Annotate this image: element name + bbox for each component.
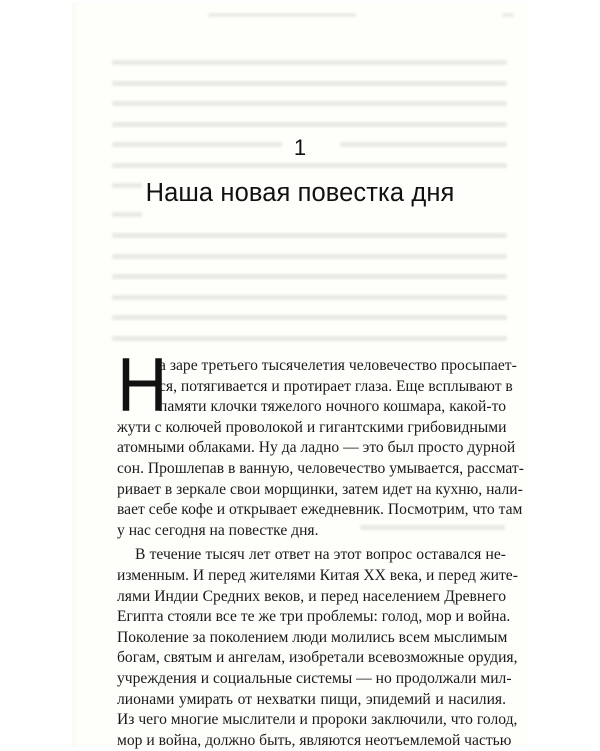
drop-cap: Н [117,343,168,428]
text-line: у нас сегодня на повестке дня. [117,521,319,539]
text-line: а заре третьего тысячелетия человечество просыпает- [159,357,517,374]
text-line: ся, потягивается и протирает глаза. Еще всплывают в [159,377,513,395]
paragraph-2 [117,545,518,751]
text-line: В течение тысяч лет ответ на этот вопрос оставался не- [135,546,506,564]
chapter-title: Наша новая повестка дня [145,179,455,207]
text-line: атомными облаками. Ну да ладно — это был просто дурной [117,439,516,457]
text-line: памяти клочки тяжелого ночного кошмара, какой-то [159,398,506,416]
text-line: учреждения и социальные системы — но продолжали мил- [117,669,512,687]
paragraph-1 [117,356,524,541]
text-line: вает себе кофе и открывает ежедневник. Посмотрим, что там [117,501,523,519]
body-text [117,356,524,751]
text-line: лями Индии Средних веков, и перед населением Древнего [117,587,506,605]
text-line: изменным. И перед жителями Китая XX века, и перед жите- [117,566,518,584]
text-line: сон. Прошлепав в ванную, человечество умывается, рассмат- [117,459,524,477]
text-line: ривает в зеркале свои морщинки, затем идет на кухню, нали- [117,480,523,498]
text-line: мор и война, должно быть, являются неотъемлемой частью [117,731,512,749]
chapter-number: 1 [293,135,307,160]
text-line: Египта стояли все те же три проблемы: голод, мор и война. [117,608,511,626]
text-line: лионами умирать от нехватки пищи, эпидемий и насилия. [117,690,506,708]
text-line: богам, святым и ангелам, изобретали всевозможные орудия, [117,649,518,667]
text-line: Из чего многие мыслители и пророки заключили, что голод, [117,711,518,729]
text-line: жути с колючей проволокой и гигантскими грибовидными [117,418,507,436]
text-line: Поколение за поколением люди молились всем мыслимым [117,628,508,646]
